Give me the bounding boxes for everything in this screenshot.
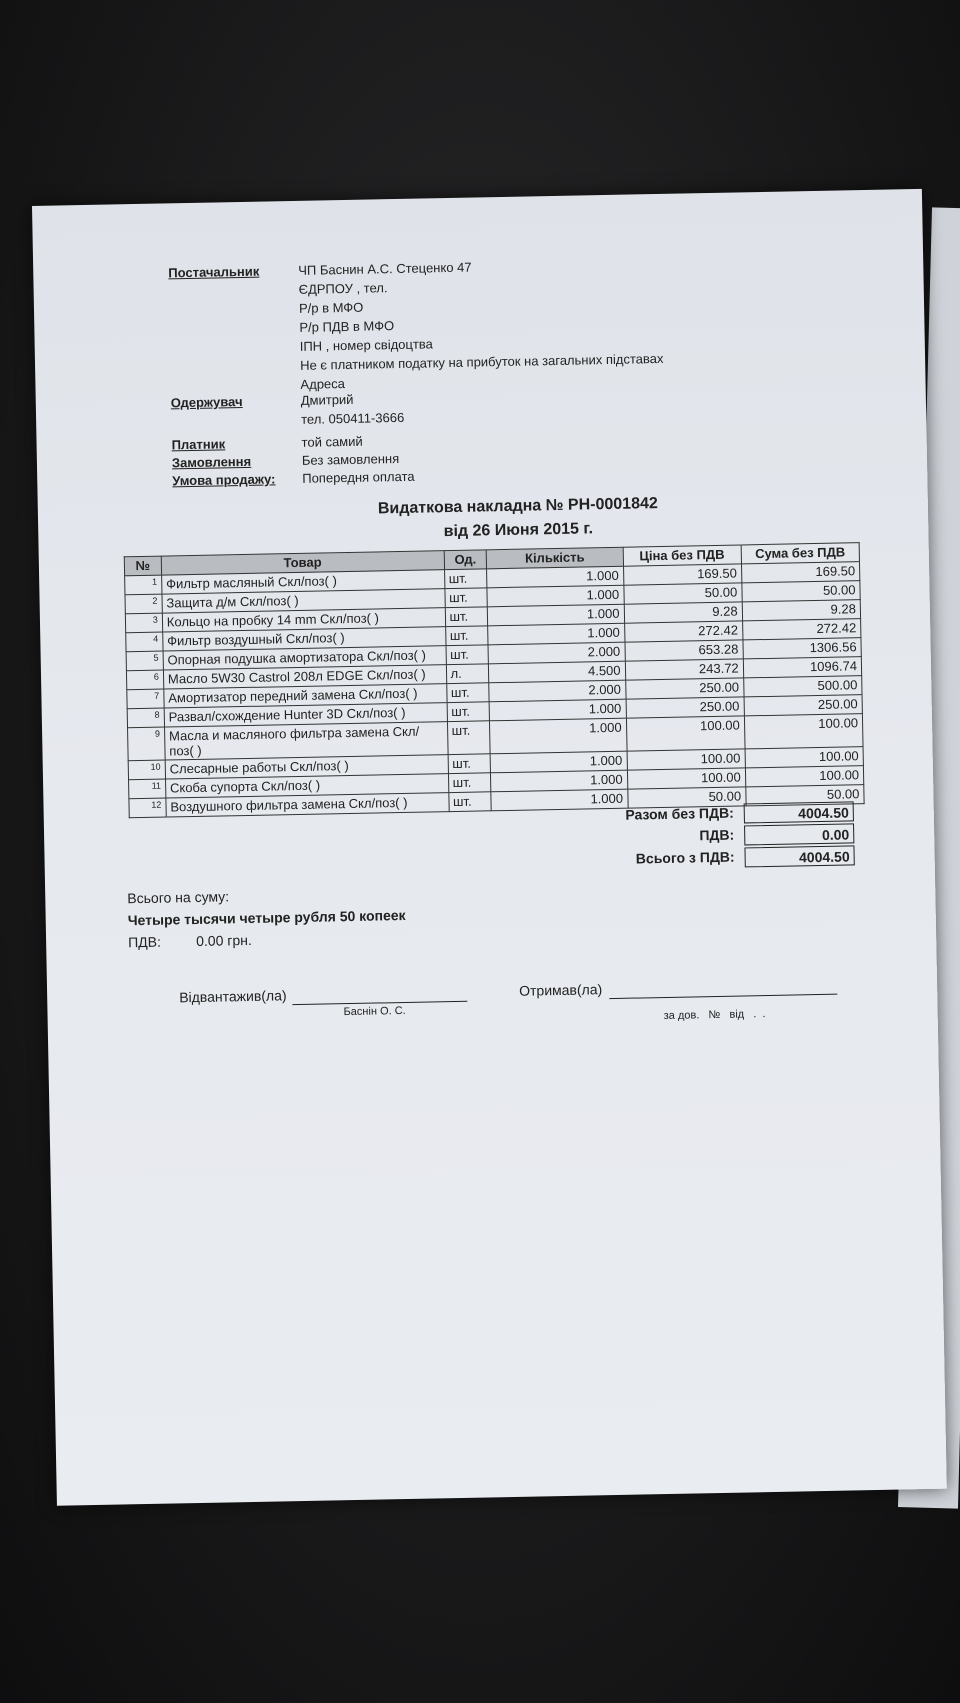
row-item: Воздушного фильтра замена Скл/поз( ): [166, 793, 449, 817]
row-price: 9.28: [624, 602, 742, 623]
row-sum: 272.42: [742, 619, 861, 640]
received-label: Отримав(ла): [519, 981, 603, 999]
order-label: Замовлення: [171, 453, 252, 471]
row-no: 6: [126, 670, 163, 690]
row-sum: 50.00: [745, 785, 864, 806]
recipient-phone: тел. 050411-3666: [301, 409, 405, 427]
row-qty: 2.000: [488, 642, 625, 664]
row-unit: шт.: [448, 792, 491, 812]
row-unit: шт.: [448, 754, 491, 774]
row-item: Защита д/м Скл/поз( ): [162, 589, 445, 613]
row-sum: 9.28: [742, 600, 861, 621]
payer-label: Платник: [171, 436, 226, 453]
shipped-label: Відвантажив(ла): [179, 987, 287, 1006]
power-of-attorney: за дов. № від . .: [663, 1008, 766, 1023]
document-title: [138, 487, 899, 550]
row-qty: 1.000: [490, 718, 627, 754]
row-qty: 1.000: [491, 789, 628, 811]
supplier-line: ЄДРПОУ , тел.: [298, 280, 388, 297]
row-no: 12: [129, 798, 166, 818]
row-unit: шт.: [448, 773, 491, 793]
received-signature-line: [609, 994, 837, 999]
recipient-name: Дмитрий: [300, 391, 354, 408]
row-unit: шт.: [445, 607, 488, 627]
row-price: 100.00: [627, 768, 745, 789]
row-price: 50.00: [623, 583, 741, 604]
row-item: Опорная подушка амортизатора Скл/поз( ): [163, 646, 446, 670]
row-item: Слесарные работы Скл/поз( ): [165, 755, 448, 779]
subtotal-label: Разом без ПДВ:: [625, 804, 734, 823]
row-item: Развал/схождение Hunter 3D Скл/поз( ): [164, 703, 447, 727]
footer-vat-label: ПДВ:: [127, 933, 162, 951]
terms-label: Умова продажу:: [172, 471, 276, 489]
row-unit: л.: [446, 664, 489, 684]
invoice-date: від 26 Июня 2015 г.: [443, 520, 594, 541]
row-no: 9: [128, 727, 165, 761]
supplier-line: Р/р в МФО: [298, 299, 364, 316]
row-sum: 500.00: [743, 676, 862, 697]
order-value: Без замовлення: [301, 450, 400, 468]
row-item: Фильтр воздушный Скл/поз( ): [163, 627, 446, 651]
row-price: 50.00: [627, 787, 745, 808]
row-price: 243.72: [625, 659, 743, 680]
row-qty: 2.000: [489, 680, 626, 702]
col-sum: Сума без ПДВ: [741, 543, 860, 564]
row-item: Амортизатор передний замена Скл/поз( ): [164, 684, 447, 708]
goods-table: [124, 542, 865, 818]
row-qty: 1.000: [487, 566, 624, 588]
row-unit: шт.: [445, 626, 488, 646]
supplier-details: [298, 254, 664, 394]
col-qty: Кількість: [487, 547, 624, 569]
row-price: 100.00: [626, 716, 745, 751]
row-sum: 100.00: [744, 714, 863, 749]
row-price: 250.00: [625, 678, 743, 699]
row-price: 250.00: [626, 697, 744, 718]
recipient-details: [301, 389, 405, 429]
total-label: Всього з ПДВ:: [635, 848, 735, 867]
row-qty: 1.000: [490, 751, 627, 773]
row-sum: 169.50: [741, 562, 860, 583]
row-unit: шт.: [446, 683, 489, 703]
terms-value: Попередня оплата: [302, 468, 415, 486]
supplier-line: Р/р ПДВ в МФО: [299, 318, 395, 335]
row-no: 10: [128, 760, 165, 780]
row-unit: шт.: [444, 588, 487, 608]
row-no: 8: [127, 708, 164, 728]
row-unit: шт.: [446, 645, 489, 665]
row-qty: 1.000: [491, 770, 628, 792]
vat-label: ПДВ:: [699, 826, 735, 844]
row-sum: 250.00: [744, 695, 863, 716]
row-no: 3: [125, 613, 162, 633]
row-no: 1: [125, 575, 162, 595]
row-price: 100.00: [627, 749, 745, 770]
subtotal-value: 4004.50: [744, 801, 854, 823]
total-value: 4004.50: [744, 845, 854, 867]
supplier-line: Адреса: [300, 376, 346, 392]
supplier-line: ЧП Баснин А.С. Стеценко 47: [298, 259, 472, 278]
row-qty: 4.500: [489, 661, 626, 683]
footer-vat-value: 0.00 грн.: [195, 931, 252, 949]
row-sum: 1096.74: [743, 657, 862, 678]
recipient-label: Одержувач: [170, 393, 243, 411]
row-price: 272.42: [624, 621, 742, 642]
row-qty: 1.000: [489, 699, 626, 721]
invoice-sheet: [32, 189, 947, 1506]
row-sum: 1306.56: [743, 638, 862, 659]
invoice-number: Видаткова накладна № РН-0001842: [377, 495, 658, 518]
row-item: Фильтр масляный Скл/поз( ): [161, 570, 444, 594]
vat-value: 0.00: [744, 823, 854, 845]
row-qty: 1.000: [487, 585, 624, 607]
supplier-line: Не є платником податку на прибуток на загальних підставах: [299, 350, 664, 373]
row-unit: шт.: [447, 721, 490, 755]
row-sum: 100.00: [745, 747, 864, 768]
row-price: 653.28: [625, 640, 743, 661]
sum-in-words: Четыре тысячи четыре рубля 50 копеек: [127, 906, 406, 929]
row-item: Масла и масляного фильтра замена Скл/поз( ): [164, 722, 447, 760]
row-no: 4: [126, 632, 163, 652]
col-unit: Од.: [444, 550, 487, 570]
row-no: 7: [127, 689, 164, 709]
row-item: Кольцо на пробку 14 mm Скл/поз( ): [162, 608, 445, 632]
row-no: 5: [126, 651, 163, 671]
row-unit: шт.: [444, 569, 487, 589]
row-item: Масло 5W30 Castrol 208л EDGE Скл/поз( ): [163, 665, 446, 689]
row-unit: шт.: [447, 702, 490, 722]
row-price: 169.50: [623, 564, 741, 585]
payer-value: той самий: [301, 433, 363, 450]
row-qty: 1.000: [488, 604, 625, 626]
row-no: 11: [129, 779, 166, 799]
col-item: Товар: [161, 551, 444, 575]
row-sum: 50.00: [742, 581, 861, 602]
supplier-label: Постачальник: [168, 263, 260, 281]
sum-label: Всього на суму:: [127, 888, 230, 907]
col-price: Ціна без ПДВ: [623, 545, 741, 566]
col-no: №: [124, 556, 161, 576]
row-no: 2: [125, 594, 162, 614]
row-item: Скоба супорта Скл/поз( ): [165, 774, 448, 798]
row-sum: 100.00: [745, 766, 864, 787]
shipped-name: Баснін О. С.: [343, 1004, 406, 1019]
supplier-line: ІПН , номер свідоцтва: [299, 336, 433, 354]
row-qty: 1.000: [488, 623, 625, 645]
